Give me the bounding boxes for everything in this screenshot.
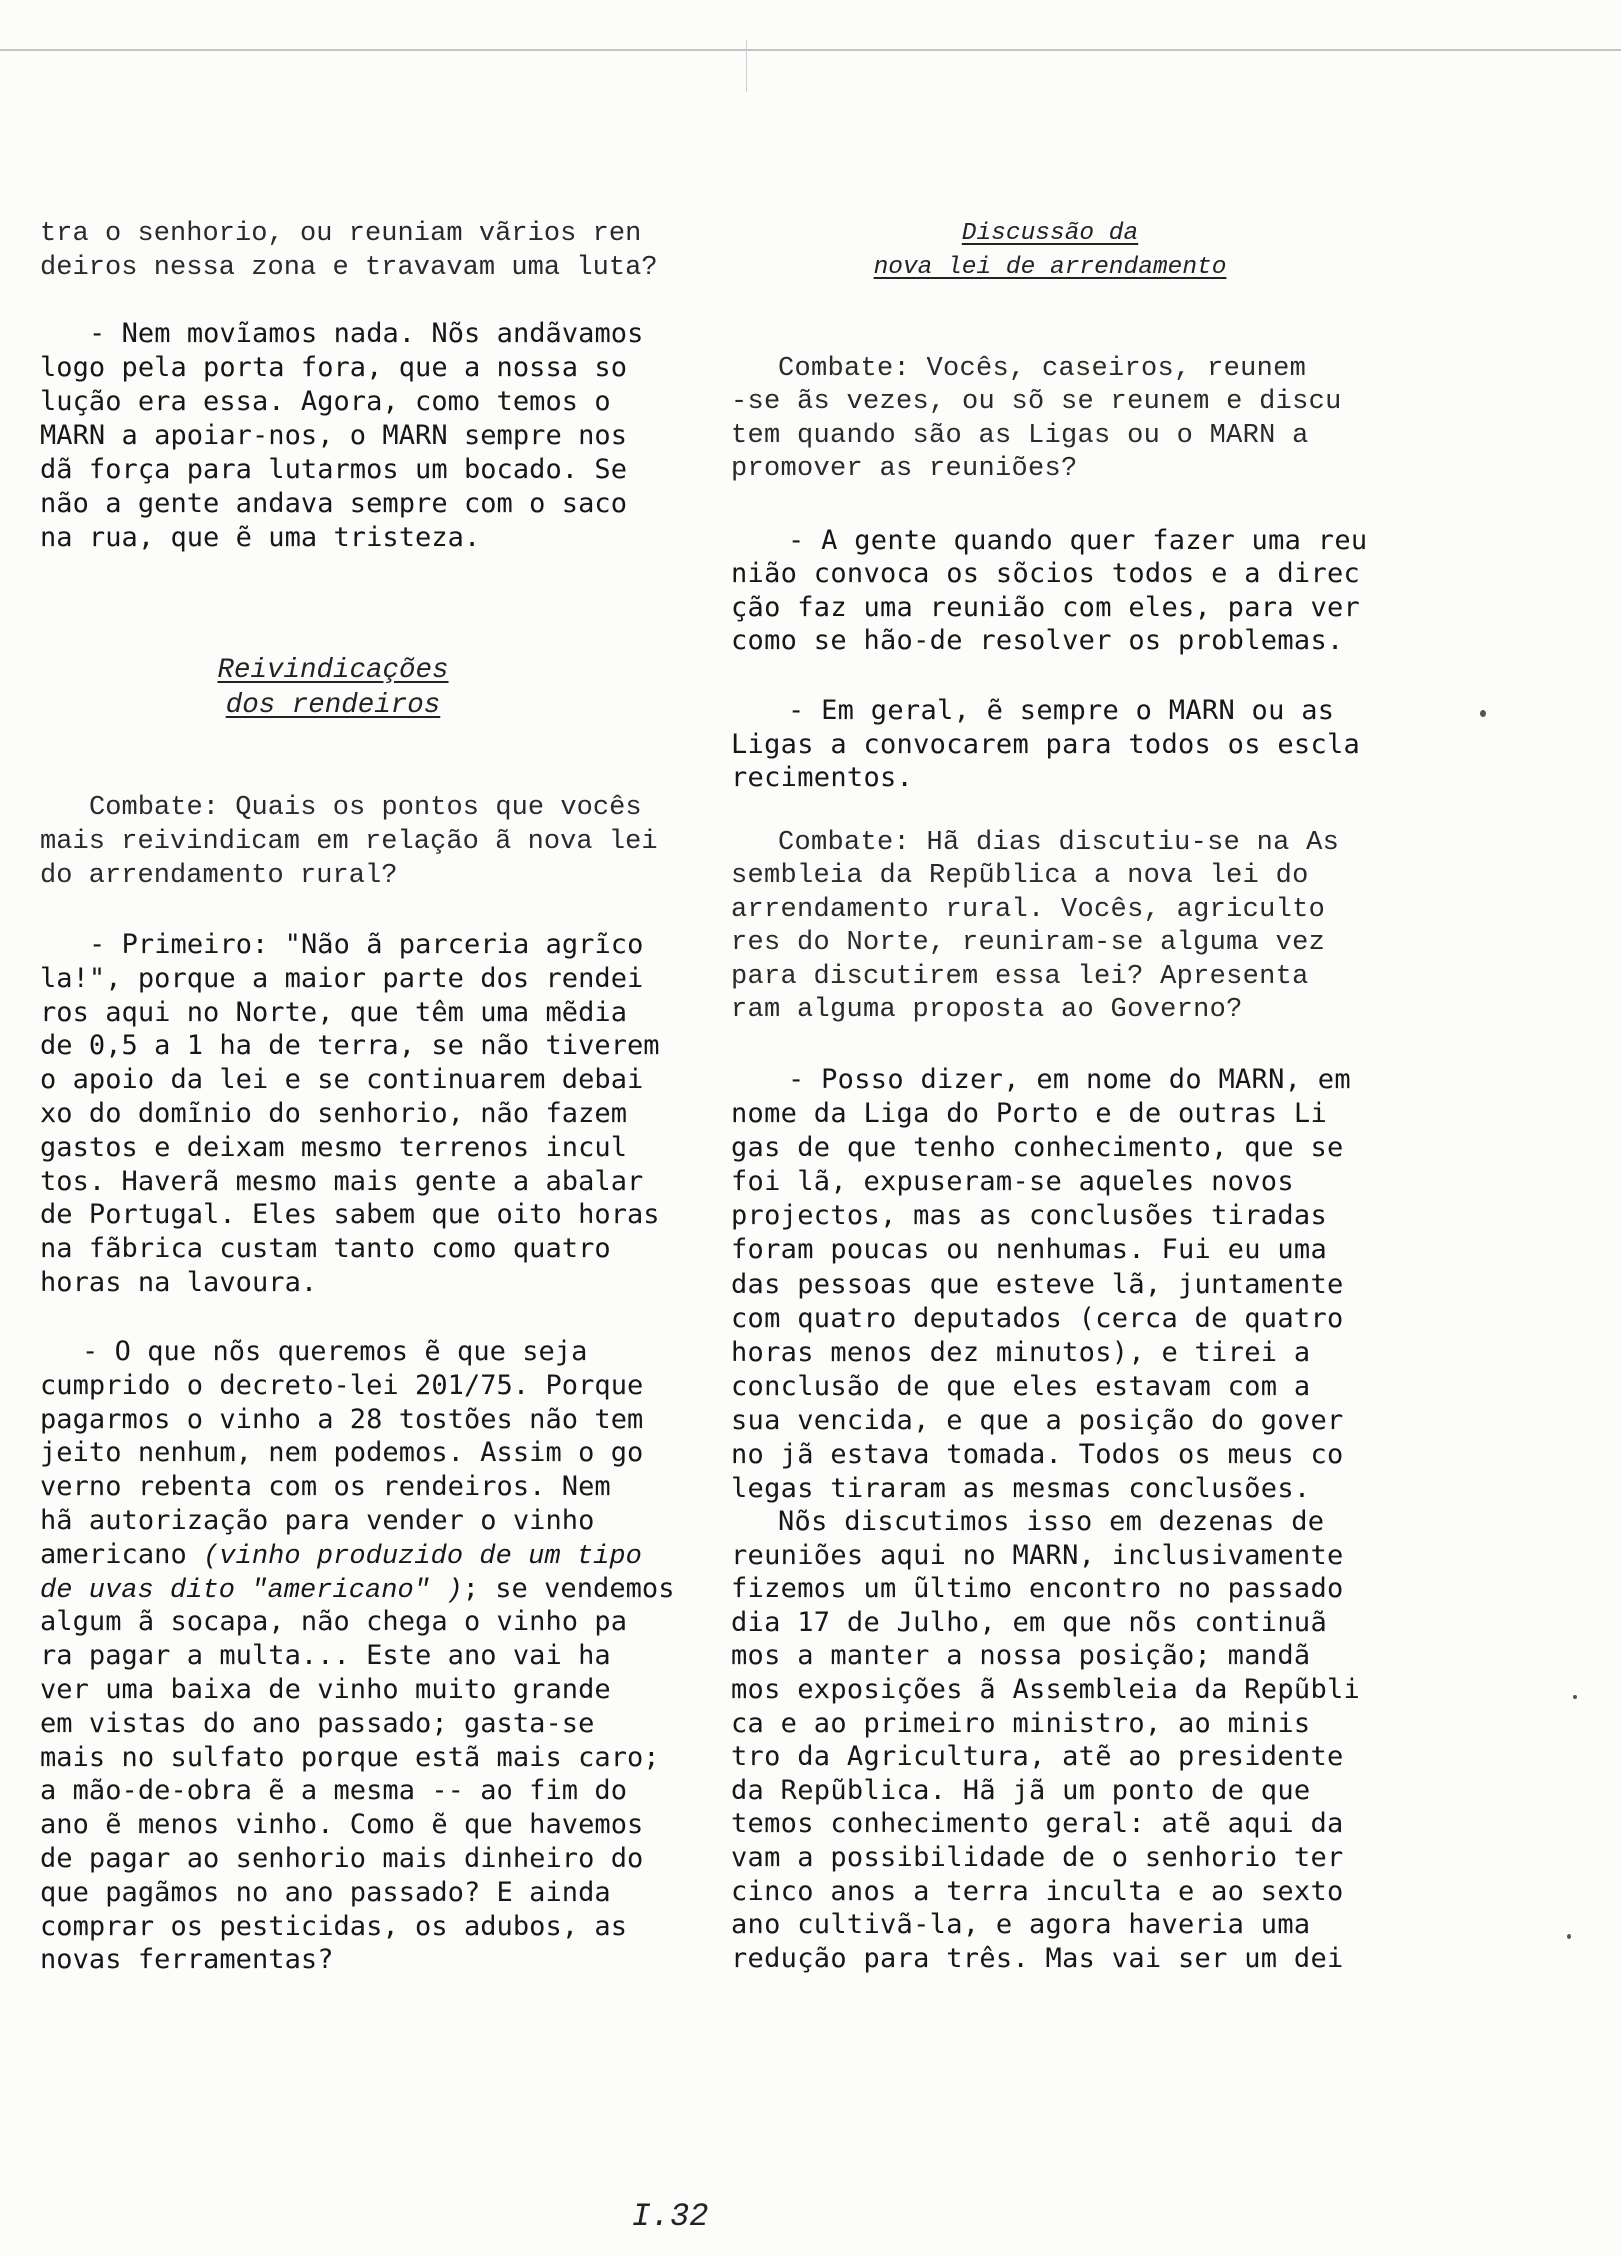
text-line: tos. Haverã mesmo mais gente a abalar [40, 1165, 644, 1197]
text-line: - Em geral, ẽ sempre o MARN ou as [788, 695, 1335, 726]
text-line: ram alguma proposta ao Governo? [731, 994, 1243, 1025]
text-line: tra o senhorio, ou reuniam vãrios ren [40, 219, 642, 249]
italic-text: de uvas dito "americano" ) [40, 1575, 463, 1606]
text-line: mais reivindicam em relação ã nova lei [40, 827, 658, 857]
text-line: foram poucas ou nenhumas. Fui eu uma [731, 1234, 1327, 1266]
text-line: mos a manter a nossa posição; mandã [731, 1640, 1311, 1672]
text-line: dia 17 de Julho, em que nõs continuã [731, 1606, 1327, 1638]
text-line: novas ferramentas? [40, 1944, 334, 1976]
text-line: pagarmos o vinho a 28 tostões não tem [40, 1403, 644, 1435]
text-line: - Posso dizer, em nome do MARN, em [788, 1064, 1351, 1095]
text-line: de 0,5 a 1 ha de terra, se não tiverem [40, 1030, 660, 1062]
answer-paragraph [731, 694, 1360, 795]
text-line: da Repũblica. Hã jã um ponto de que [731, 1774, 1311, 1806]
heading-line: nova lei de arrendamento [873, 254, 1227, 281]
text-line: ver uma baixa de vinho muito grande [40, 1673, 611, 1705]
text-line: deiros nessa zona e travavam uma luta? [40, 253, 658, 283]
text-line: res do Norte, reuniram-se alguma vez [731, 928, 1326, 959]
text-line: de pagar ao senhorio mais dinheiro do [40, 1842, 644, 1874]
text-line: nome da Liga do Porto e de outras Li [731, 1098, 1327, 1130]
text-line: Combate: Quais os pontos que vocês [89, 793, 642, 823]
text-line: sua vencida, e que a posição do gover [731, 1404, 1344, 1436]
text-line: com quatro deputados (cerca de quatro [731, 1302, 1344, 1334]
scan-speck [1573, 1695, 1577, 1699]
text-segment: ; se vendemos [462, 1572, 675, 1604]
text-line: de Portugal. Eles sabem que oito horas [40, 1199, 660, 1231]
text-line: jeito nenhum, nem podemos. Assim o go [40, 1437, 644, 1469]
text-line: tem quando são as Ligas ou o MARN a [731, 420, 1309, 451]
text-line: gas de que tenho conhecimento, que se [731, 1132, 1344, 1164]
text-line: sembleia da Repũblica a nova lei do [731, 861, 1309, 892]
question-paragraph [731, 827, 1339, 1027]
scan-speck [1480, 710, 1486, 717]
text-line: para discutirem essa lei? Apresenta [731, 961, 1309, 992]
text-line: conclusão de que eles estavam com a [731, 1370, 1311, 1402]
text-line: - Nem movĩamos nada. Nõs andãvamos [89, 318, 644, 349]
text-line: temos conhecimento geral: atẽ aqui da [731, 1808, 1344, 1840]
text-line: ca e ao primeiro ministro, ao minis [731, 1707, 1311, 1739]
text-line: cumprido o decreto-lei 201/75. Porque [40, 1369, 644, 1401]
text-line: Combate: Vocês, caseiros, reunem [778, 354, 1307, 384]
text-line: ros aqui no Norte, que têm uma mẽdia [40, 996, 627, 1028]
text-line: hã autorização para vender o vinho [40, 1504, 595, 1536]
text-line: das pessoas que esteve lã, juntamente [731, 1268, 1344, 1300]
text-line: na fãbrica custam tanto como quatro [40, 1233, 611, 1265]
text-line: o apoio da lei e se continuarem debai [40, 1064, 644, 1096]
text-line: arrendamento rural. Vocês, agriculto [731, 894, 1326, 925]
text-line: na rua, que ẽ uma tristeza. [40, 522, 481, 553]
text-line: - Primeiro: "Não ã parceria agrĩco [89, 929, 644, 960]
text-line: a mão-de-obra ẽ a mesma -- ao fim do [40, 1775, 627, 1807]
text-line: redução para três. Mas vai ser um dei [731, 1942, 1344, 1974]
heading-line: Discussão da [961, 220, 1139, 247]
text-line: Nõs discutimos isso em dezenas de [778, 1506, 1325, 1537]
text-line: ra pagar a multa... Este ano vai ha [40, 1640, 611, 1672]
text-line: cinco anos a terra inculta e ao sexto [731, 1875, 1344, 1907]
text-line: horas na lavoura. [40, 1266, 318, 1298]
text-line: algum ã socapa, não chega o vinho pa [40, 1606, 627, 1638]
text-line: lução era essa. Agora, como temos o [40, 386, 611, 417]
text-line: do arrendamento rural? [40, 861, 398, 891]
scan-speck [1567, 1934, 1571, 1939]
text-line: horas menos dez minutos), e tirei a [731, 1336, 1311, 1368]
question-paragraph [731, 353, 1342, 486]
text-line: tro da Agricultura, atẽ ao presidente [731, 1741, 1344, 1773]
text-line: ano ẽ menos vinho. Como ẽ que havemos [40, 1809, 644, 1841]
text-line: Ligas a convocarem para todos os escla [731, 728, 1361, 760]
text-line: legas tiraram as mesmas conclusões. [731, 1473, 1311, 1505]
answer-paragraph [731, 1505, 1360, 1975]
text-line: dã força para lutarmos um bocado. Se [40, 454, 627, 485]
text-line: verno rebenta com os rendeiros. Nem [40, 1471, 611, 1503]
text-line: gastos e deixam mesmo terrenos incul [40, 1131, 627, 1163]
text-line: Combate: Hã dias discutiu-se na As [778, 828, 1340, 858]
text-line: não a gente andava sempre com o saco [40, 488, 627, 519]
text-line: comprar os pesticidas, os adubos, as [40, 1910, 627, 1942]
heading-line: dos rendeiros [225, 690, 441, 721]
text-line: mais no sulfato porque estã mais caro; [40, 1741, 660, 1773]
text-line: como se hão-de resolver os problemas. [731, 624, 1344, 656]
text-line: mos exposições ã Assembleia da Repũbli [731, 1673, 1361, 1705]
text-line: no jã estava tomada. Todos os meus co [731, 1439, 1344, 1471]
text-line: foi lã, expuseram-se aqueles novos [731, 1166, 1294, 1198]
text-line: em vistas do ano passado; gasta-se [40, 1707, 595, 1739]
section-heading [850, 217, 1250, 285]
text-line: - O que nõs queremos ẽ que seja [82, 1336, 588, 1367]
text-line: la!", porque a maior parte dos rendei [40, 962, 644, 994]
text-line: ano cultivã-la, e agora haveria uma [731, 1909, 1311, 1941]
text-line: reuniões aqui no MARN, inclusivamente [731, 1539, 1344, 1571]
text-line: projectos, mas as conclusões tiradas [731, 1200, 1327, 1232]
text-line: fizemos um ũltimo encontro no passado [731, 1573, 1344, 1605]
answer-paragraph [731, 1063, 1351, 1506]
text-line: xo do domĩnio do senhorio, não fazem [40, 1097, 627, 1129]
text-line: que pagãmos no ano passado? E ainda [40, 1876, 611, 1908]
text-line: nião convoca os sõcios todos e a direc [731, 558, 1361, 590]
answer-paragraph [731, 524, 1367, 657]
text-line: - A gente quando quer fazer uma reu [788, 525, 1368, 556]
text-segment: americano [40, 1538, 204, 1570]
text-line: vam a possibilidade de o senhorio ter [731, 1841, 1344, 1873]
text-line: MARN a apoiar-nos, o MARN sempre nos [40, 420, 627, 451]
italic-text: (vinho produzido de um tipo [203, 1541, 642, 1572]
heading-line: Reivindicações [217, 655, 449, 686]
text-line: promover as reuniões? [731, 453, 1078, 484]
text-line: logo pela porta fora, que a nossa so [40, 352, 627, 383]
text-line: ção faz uma reunião com eles, para ver [731, 591, 1361, 623]
text-line: -se ãs vezes, ou sõ se reunem e discu [731, 387, 1342, 418]
page-number: I.32 [631, 2198, 709, 2235]
text-line: recimentos. [731, 762, 914, 793]
